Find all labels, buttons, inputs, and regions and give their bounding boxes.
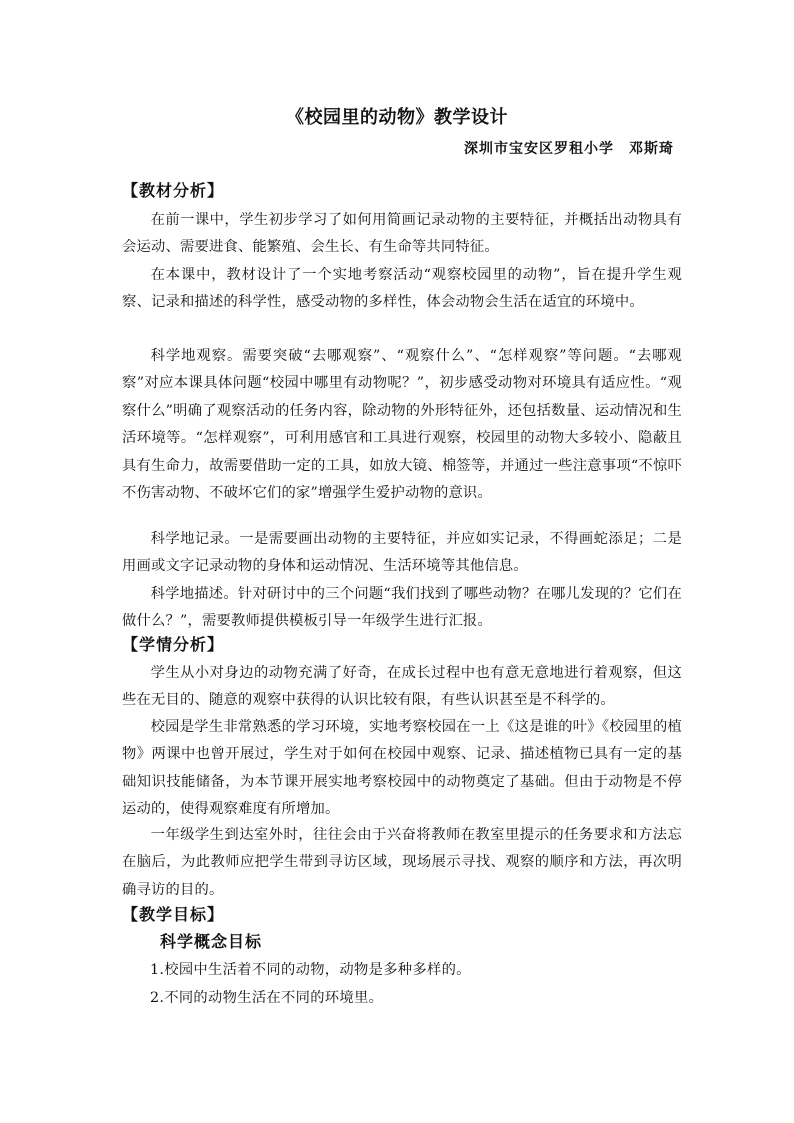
section-heading-teaching-goals: 【教学目标】 — [122, 905, 225, 924]
author-byline: 深圳市宝安区罗租小学 邓斯琦 — [464, 141, 674, 157]
document-title: 《校园里的动物》教学设计 — [286, 107, 508, 128]
paragraph: 在前一课中，学生初步学习了如何用简画记录动物的主要特征，并概括出动物具有会运动、需要进食、能繁殖、会生长、有生命等共同特征。 — [122, 212, 682, 256]
section-heading-material-analysis: 【教材分析】 — [122, 181, 225, 200]
paragraph: 学生从小对身边的动物充满了好奇，在成长过程中也有意无意地进行着观察，但这些在无目的、随意的观察中获得的认识比较有限，有些认识甚至是不科学的。 — [122, 665, 682, 709]
section-heading-learner-analysis: 【学情分析】 — [122, 635, 225, 654]
list-item: 1.校园中生活着不同的动物，动物是多种多样的。 — [150, 962, 471, 978]
list-item: 2.不同的动物生活在不同的环境里。 — [150, 990, 384, 1006]
paragraph: 在本课中，教材设计了一个实地考察活动“观察校园里的动物”，旨在提升学生观察、记录和描述的科学性，感受动物的多样性，体会动物会生活在适宜的环境中。 — [122, 267, 682, 311]
paragraph: 校园是学生非常熟悉的学习环境，实地考察校园在一上《这是谁的叶》《校园里的植物》两课中也曾开展过，学生对于如何在校园中观察、记录、描述植物已具有一定的基础知识技能储备，为本节课开展实地考察校园中的动物奠定了基础。但由于动物是不停运动的，使得观察难度有所增加。 — [122, 719, 682, 818]
paragraph: 一年级学生到达室外时，往往会由于兴奋将教师在教室里提示的任务要求和方法忘在脑后，为此教师应把学生带到寻访区域，现场展示寻找、观察的顺序和方法，再次明确寻访的目的。 — [122, 827, 682, 898]
subheading-science-concept-goals: 科学概念目标 — [160, 932, 263, 951]
paragraph: 科学地记录。一是需要画出动物的主要特征，并应如实记录，不得画蛇添足；二是用画或文字记录动物的身体和运动情况、生活环境等其他信息。 — [122, 531, 682, 575]
paragraph: 科学地描述。针对研讨中的三个问题“我们找到了哪些动物？在哪儿发现的？它们在做什么？”，需要教师提供模板引导一年级学生进行汇报。 — [122, 586, 682, 630]
paragraph: 科学地观察。需要突破“去哪观察”、“观察什么”、“怎样观察”等问题。“去哪观察”对应本课具体问题“校园中哪里有动物呢？”，初步感受动物对环境具有适应性。“观察什么”明确了观察活动的任务内容，除动物的外形特征外，还包括数量、运动情况和生活环境等。“怎样观察”，可利用感官和工具进行观察，校园里的动物大多较小、隐蔽且具有生命力，故需要借助一定的工具，如放大镜、棉签等，并通过一些注意事项“不惊吓不伤害动物、不破坏它们的家”增强学生爱护动物的意识。 — [122, 348, 682, 502]
